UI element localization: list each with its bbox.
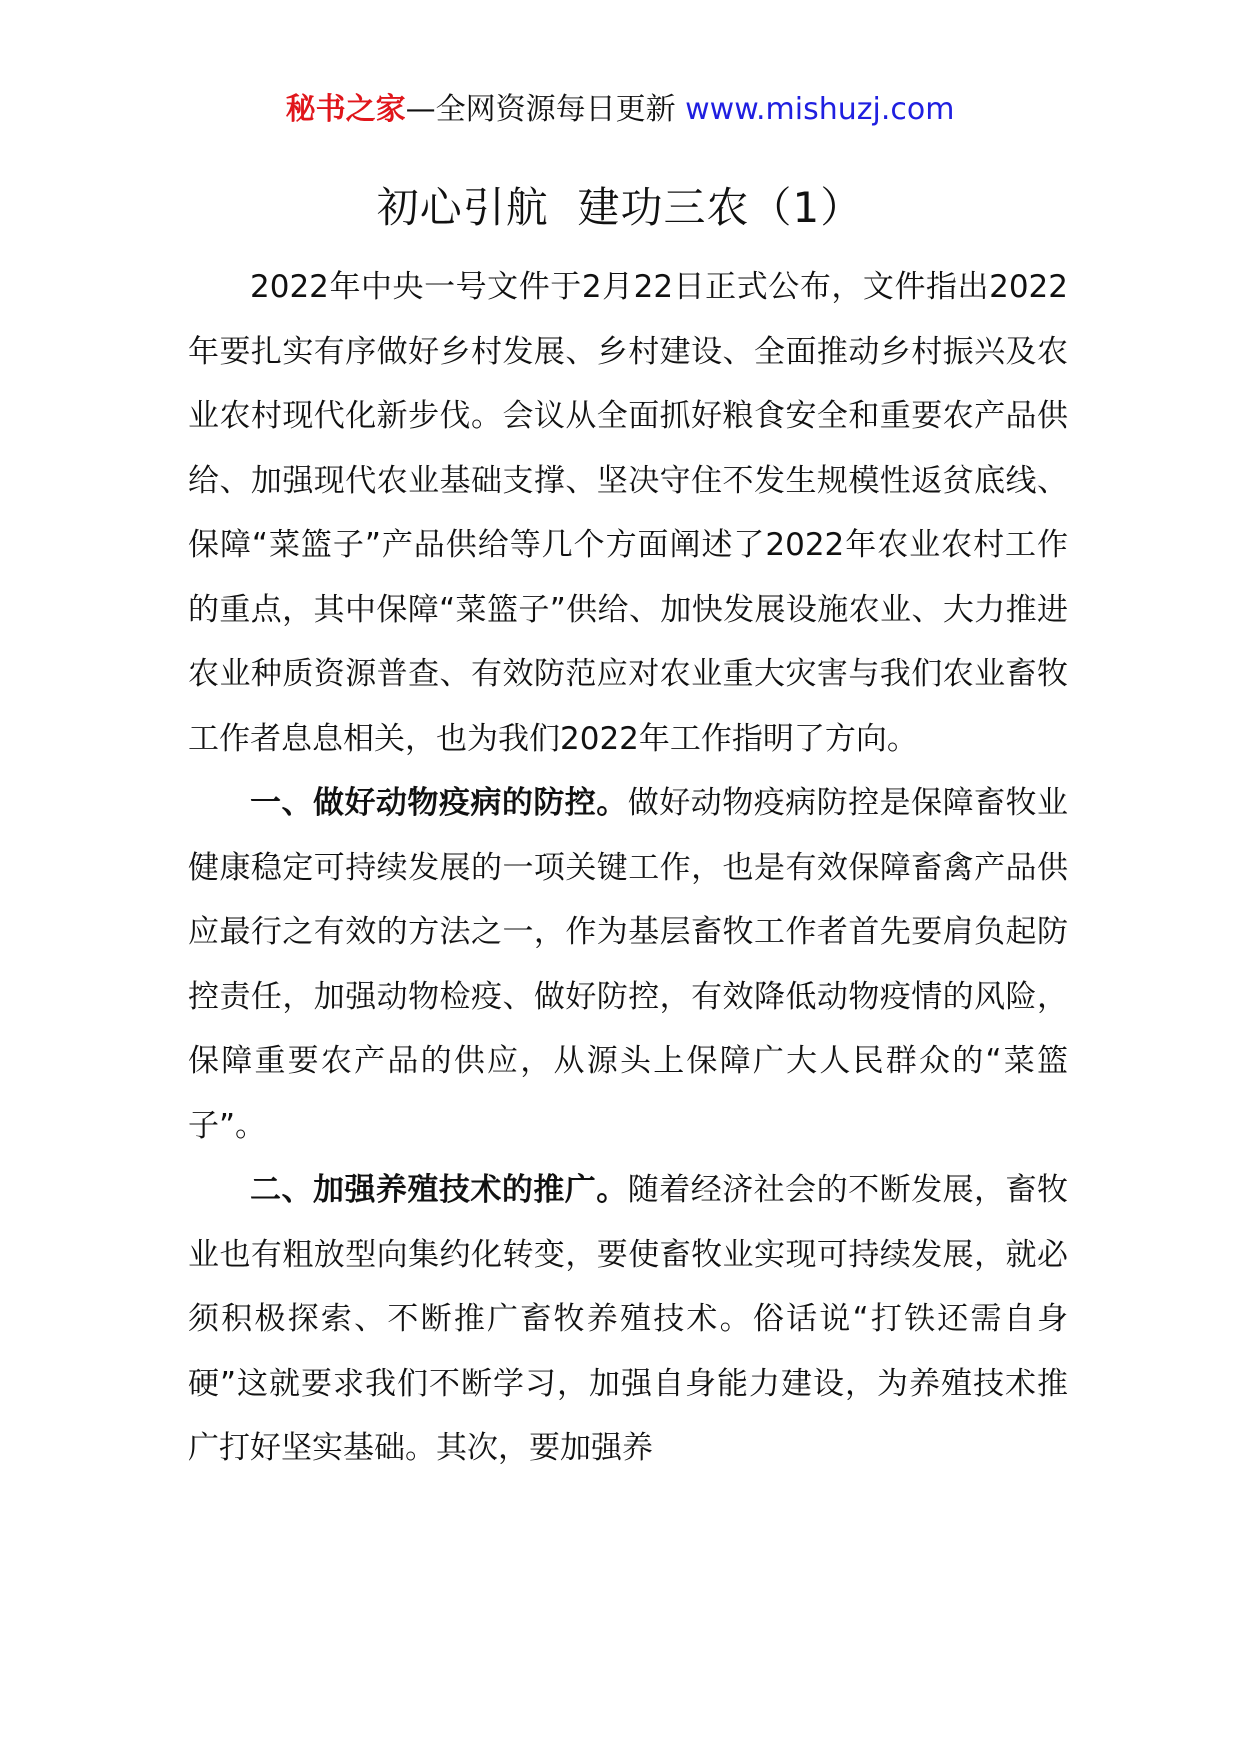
paragraph-section-1 <box>188 771 1068 1158</box>
paragraph-section-2 <box>188 1158 1068 1481</box>
site-brand-name: 秘书之家 <box>285 92 406 127</box>
paragraph-text: 2022年中央一号文件于2月22日正式公布，文件指出2022年要扎实有序做好乡村发展、乡村建设、全面推动乡村振兴及农业农村现代化新步伐。会议从全面抓好粮食安全和重要农产品供给、加强现代农业基础支撑、坚决守住不发生规模性返贫底线、保障“菜篮子”产品供给等几个方面阐述了2022年农业农村工作的重点，其中保障“菜篮子”供给、加快发展设施农业、大力推进农业种质资源普查、有效防范应对农业重大灾害与我们农业畜牧工作者息息相关，也为我们2022年工作指明了方向。 <box>188 269 1068 757</box>
site-tagline: —全网资源每日更新 <box>405 92 686 127</box>
document-body <box>188 255 1068 1481</box>
site-url-link[interactable]: www.mishuzj.com <box>685 92 955 127</box>
paragraph-text: 做好动物疫病防控是保障畜牧业健康稳定可持续发展的一项关键工作，也是有效保障畜禽产品供应最行之有效的方法之一，作为基层畜牧工作者首先要肩负起防控责任，加强动物检疫、做好防控，有效降低动物疫情的风险，保障重要农产品的供应，从源头上保障广大人民群众的“菜篮子”。 <box>188 785 1069 1144</box>
paragraph-intro <box>188 255 1068 771</box>
section-heading: 一、做好动物疫病的防控。 <box>250 785 628 821</box>
paragraph-text: 随着经济社会的不断发展，畜牧业也有粗放型向集约化转变，要使畜牧业实现可持续发展，就必须积极探索、不断推广畜牧养殖技术。俗话说“打铁还需自身硬”这就要求我们不断学习，加强自身能力建设，为养殖技术推广打好坚实基础。其次，要加强养 <box>188 1172 1069 1466</box>
document-title: 初心引航 建功三农（1） <box>376 183 864 232</box>
section-heading: 二、加强养殖技术的推广。 <box>250 1172 628 1208</box>
site-header <box>0 84 1240 136</box>
